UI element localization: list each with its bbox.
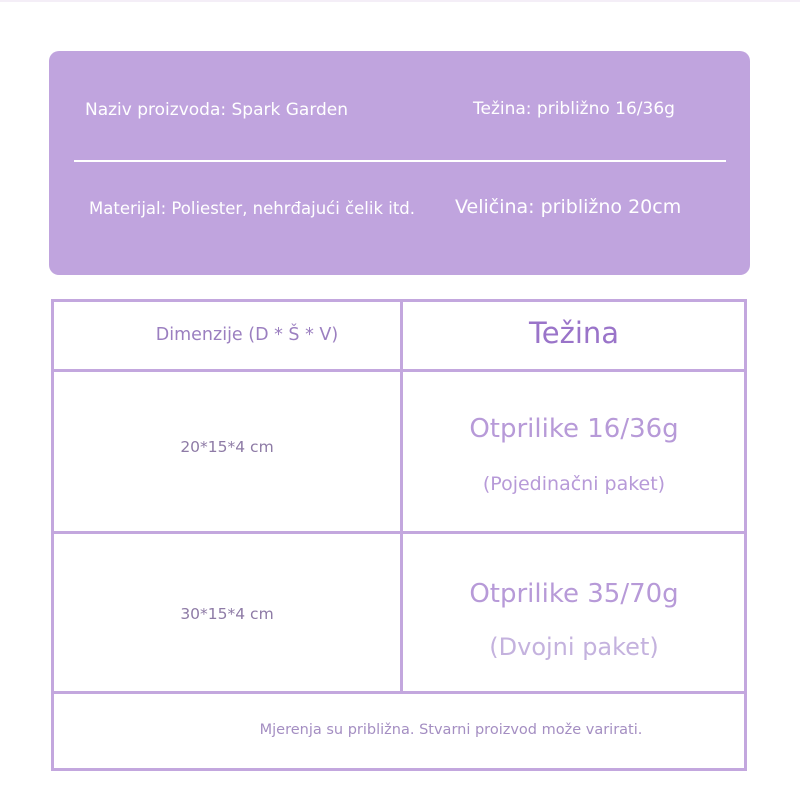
table-row-divider <box>54 691 744 694</box>
header-weight: Težina <box>528 316 620 350</box>
top-border-line <box>0 0 800 2</box>
product-info-card <box>49 51 750 275</box>
header-dimensions: Dimenzije (D * Š * V) <box>155 325 339 345</box>
table-header-divider <box>54 369 744 372</box>
table-row-divider <box>54 531 744 534</box>
row1-dimensions: 20*15*4 cm <box>180 438 274 456</box>
product-material-text: Materijal: Poliester, nehrđajući čelik itd. <box>89 199 416 218</box>
spec-table <box>51 299 747 771</box>
product-size-text: Veličina: približno 20cm <box>455 196 682 218</box>
row2-weight: Otprilike 35/70g <box>469 579 679 609</box>
row1-package: (Pojedinačni paket) <box>482 473 666 495</box>
product-weight-text: Težina: približno 16/36g <box>473 99 675 119</box>
row2-package: (Dvojni paket) <box>489 633 659 661</box>
measurement-note: Mjerenja su približna. Stvarni proizvod može varirati. <box>259 722 643 738</box>
row1-weight: Otprilike 16/36g <box>469 414 679 444</box>
info-divider <box>74 160 726 162</box>
product-name-text: Naziv proizvoda: Spark Garden <box>85 100 349 120</box>
table-column-divider <box>400 302 403 694</box>
row2-dimensions: 30*15*4 cm <box>180 605 274 623</box>
